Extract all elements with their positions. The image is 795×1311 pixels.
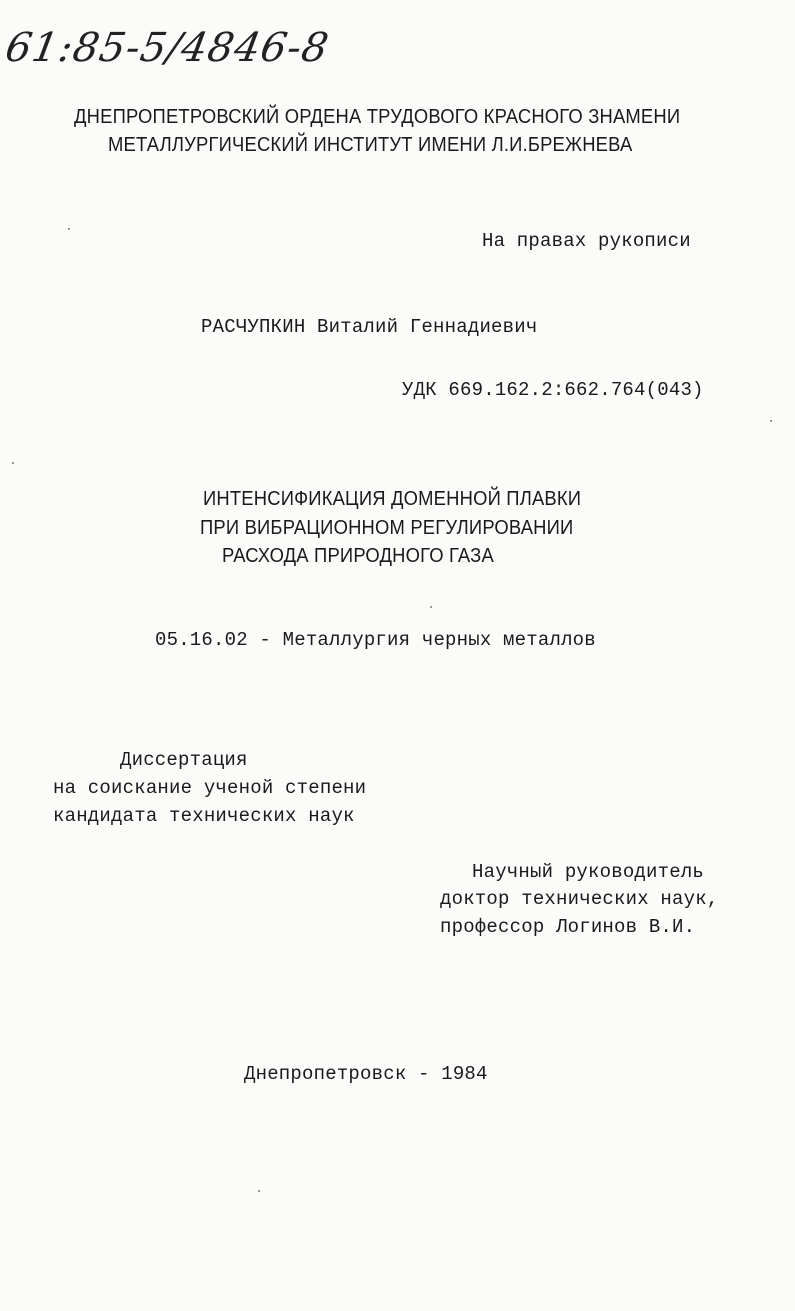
scan-speck <box>12 462 14 464</box>
author-name: РАСЧУПКИН Виталий Геннадиевич <box>201 316 538 338</box>
manuscript-rights: На правах рукописи <box>482 230 691 252</box>
dissertation-title-line3: РАСХОДА ПРИРОДНОГО ГАЗА <box>222 545 494 567</box>
scan-speck <box>770 420 772 422</box>
udc-code: УДК 669.162.2:662.764(043) <box>402 379 704 401</box>
degree-line2: на соискание ученой степени <box>53 777 367 799</box>
specialty-code: 05.16.02 - Металлургия черных металлов <box>155 629 596 651</box>
archive-number-handwritten: 61:85-5/4846-8 <box>1 25 333 71</box>
scan-speck <box>258 1190 260 1192</box>
dissertation-title-line1: ИНТЕНСИФИКАЦИЯ ДОМЕННОЙ ПЛАВКИ <box>203 488 582 510</box>
degree-line1: Диссертация <box>120 749 248 771</box>
dissertation-title-line2: ПРИ ВИБРАЦИОННОМ РЕГУЛИРОВАНИИ <box>200 517 574 539</box>
supervisor-line3: профессор Логинов В.И. <box>440 916 696 938</box>
supervisor-line2: доктор технических наук, <box>440 888 719 910</box>
degree-line3: кандидата технических наук <box>53 805 355 827</box>
institute-name-line2: МЕТАЛЛУРГИЧЕСКИЙ ИНСТИТУТ ИМЕНИ Л.И.БРЕЖНЕВА <box>108 134 633 156</box>
scan-speck <box>68 228 70 230</box>
institute-name-line1: ДНЕПРОПЕТРОВСКИЙ ОРДЕНА ТРУДОВОГО КРАСНОГО ЗНАМЕНИ <box>74 106 681 128</box>
supervisor-line1: Научный руководитель <box>472 861 705 883</box>
scan-speck <box>430 606 432 608</box>
place-and-year: Днепропетровск - 1984 <box>244 1063 488 1085</box>
